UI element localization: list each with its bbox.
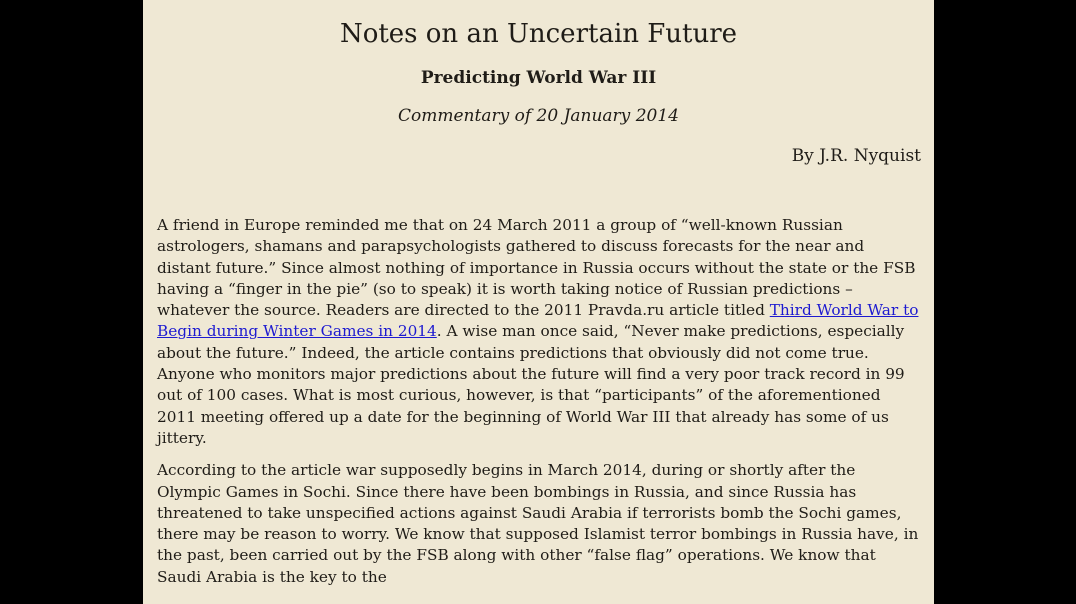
document-page xyxy=(143,0,934,604)
document-subtitle: Predicting World War III xyxy=(420,68,657,88)
commentary-date: Commentary of 20 January 2014 xyxy=(398,106,679,126)
paragraph-1 xyxy=(157,215,922,449)
document-title: Notes on an Uncertain Future xyxy=(339,19,738,49)
pravda-article-link[interactable]: Third World War to Begin during Winter Games in 2014 xyxy=(157,301,919,341)
paragraph-1-text-before-link: A friend in Europe reminded me that on 24 March 2011 a group of “well-known Russian astrologers, shamans and parapsychologists gathered to discuss forecasts for the near and distant future.” Since almost nothing of importance in Russia occurs without the state or the FSB having a “finger in the pie” (so to speak) it is worth taking notice of Russian predictions – whatever the source. Readers are directed to the 2011 Pravda.ru article titled xyxy=(157,216,916,320)
author-byline: By J.R. Nyquist xyxy=(791,146,921,166)
paragraph-1-text-after-link: . A wise man once said, “Never make predictions, especially about the future.” Indeed, the article contains predictions that obviously did not come true. Anyone who monitors major predictions about the future will find a very poor track record in 99 out of 100 cases. What is most curious, however, is that “participants” of the aforementioned 2011 meeting offered up a date for the beginning of World War III that already has some of us jittery. xyxy=(157,322,905,447)
paragraph-2: According to the article war supposedly begins in March 2014, during or shortly after the Olympic Games in Sochi. Since there have been bombings in Russia, and since Russia has threatened to take unspecified actions against Saudi Arabia if terrorists bomb the Sochi games, there may be reason to worry. We know that supposed Islamist terror bombings in Russia have, in the past, been carried out by the FSB along with other “false flag” operations. We know that Saudi Arabia is the key to the xyxy=(157,461,919,586)
article-body xyxy=(157,215,922,599)
